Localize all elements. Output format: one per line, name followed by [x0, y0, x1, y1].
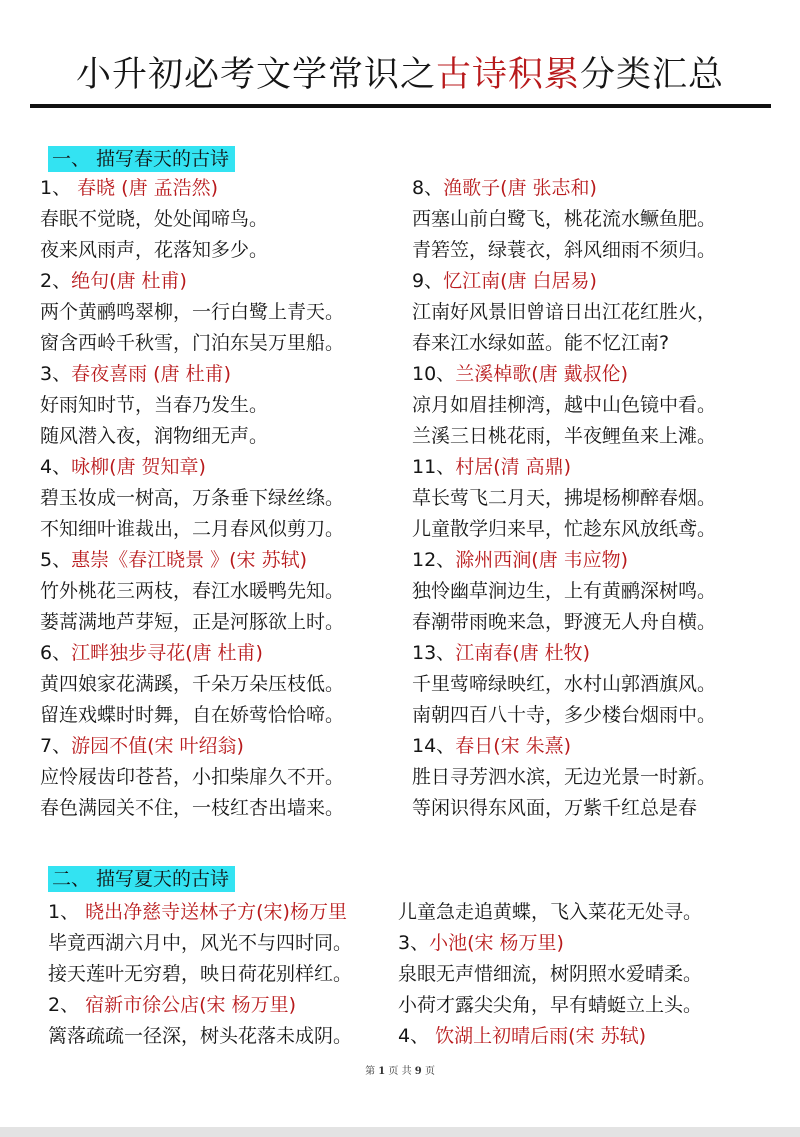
poem-title: 江南春(唐 杜牧): [455, 642, 591, 664]
page-footer: [0, 1062, 800, 1077]
page-title: [0, 50, 800, 100]
poem-verse-line: 黄四娘家花满蹊，千朵万朵压枝低。: [40, 673, 345, 695]
footer-text1: 第: [365, 1066, 376, 1077]
poem-verse-line: 春色满园关不住，一枝红杏出墙来。: [40, 797, 345, 819]
poem-verse-line: 兰溪三日桃花雨，半夜鲤鱼来上滩。: [412, 425, 717, 447]
poem-verse-line: 夜来风雨声，花落知多少。: [40, 239, 269, 261]
poem-number: 5、: [40, 549, 72, 571]
poem-title-line: [412, 173, 716, 204]
poem-number: 4、: [398, 1025, 436, 1047]
poem-title-line: [398, 928, 702, 959]
poem-title: 饮湖上初晴后雨(宋 苏轼): [435, 1025, 647, 1047]
poem-verse-line: 碧玉妆成一树高，万条垂下绿丝绦。: [40, 487, 345, 509]
poem-title: 小池(宋 杨万里): [429, 932, 564, 954]
poem-title-line: [40, 266, 344, 297]
poem-title-line: [40, 731, 344, 762]
poem-verse-line: 小荷才露尖尖角，早有蜻蜓立上头。: [398, 994, 703, 1016]
section1-left-column: [40, 173, 344, 824]
poem-verse-line: 春眠不觉晓，处处闻啼鸟。: [40, 208, 269, 230]
poem-number: 6、: [40, 642, 72, 664]
poem-number: 2、: [48, 994, 86, 1016]
poem-title-line: [40, 359, 344, 390]
poem-verse-line: 篱落疏疏一径深，树头花落未成阴。: [48, 1025, 353, 1047]
poem-number: 8、: [412, 177, 444, 199]
poem-verse-line: 竹外桃花三两枝，春江水暖鸭先知。: [40, 580, 345, 602]
section2-heading: 二、 描写夏天的古诗: [48, 866, 235, 892]
section1-right-column: [412, 173, 716, 824]
poem-title-line: [412, 638, 716, 669]
poem-verse-line: 春来江水绿如蓝。能不忆江南?: [412, 332, 670, 354]
bottom-edge: [0, 1127, 800, 1137]
section2-right-column: [398, 897, 702, 1052]
poem-title-line: [40, 173, 344, 204]
poem-number: 14、: [412, 735, 456, 757]
poem-verse-line: 窗含西岭千秋雪，门泊东吴万里船。: [40, 332, 345, 354]
poem-title: 春日(宋 朱熹): [455, 735, 572, 757]
poem-verse-line: 好雨知时节，当春乃发生。: [40, 394, 269, 416]
poem-number: 13、: [412, 642, 456, 664]
poem-number: 1、: [48, 901, 86, 923]
poem-title-line: [48, 990, 352, 1021]
poem-verse-line: 草长莺飞二月天，拂堤杨柳醉春烟。: [412, 487, 717, 509]
poem-number: 10、: [412, 363, 456, 385]
poem-verse-line: 儿童急走追黄蝶，飞入菜花无处寻。: [398, 901, 703, 923]
poem-verse-line: 江南好风景旧曾谙日出江花红胜火，: [412, 301, 717, 323]
poem-title: 咏柳(唐 贺知章): [71, 456, 206, 478]
poem-title-line: [40, 638, 344, 669]
section1-heading: 一、 描写春天的古诗: [48, 146, 235, 172]
footer-text2: 页 共: [388, 1066, 412, 1077]
poem-verse-line: 接天莲叶无穷碧，映日荷花别样红。: [48, 963, 353, 985]
poem-title-line: [48, 897, 352, 928]
poem-title: 村居(清 高鼎): [455, 456, 572, 478]
poem-verse-line: 南朝四百八十寺，多少楼台烟雨中。: [412, 704, 717, 726]
poem-title: 滁州西涧(唐 韦应物): [455, 549, 629, 571]
footer-page: 1: [378, 1066, 386, 1077]
poem-title-line: [412, 266, 716, 297]
poem-number: 7、: [40, 735, 72, 757]
poem-verse-line: 胜日寻芳泗水滨，无边光景一时新。: [412, 766, 717, 788]
poem-title: 绝句(唐 杜甫): [71, 270, 187, 292]
poem-title: 晓出净慈寺送林子方(宋)杨万里: [85, 901, 347, 923]
poem-number: 1、: [40, 177, 78, 199]
poem-number: 12、: [412, 549, 456, 571]
poem-title-line: [40, 545, 344, 576]
poem-verse-line: 蒌蒿满地芦芽短，正是河豚欲上时。: [40, 611, 345, 633]
poem-verse-line: 应怜屐齿印苍苔，小扣柴扉久不开。: [40, 766, 345, 788]
poem-verse-line: 青箬笠，绿蓑衣，斜风细雨不须归。: [412, 239, 717, 261]
poem-number: 3、: [398, 932, 430, 954]
poem-title: 宿新市徐公店(宋 杨万里): [85, 994, 297, 1016]
poem-number: 11、: [412, 456, 456, 478]
poem-title: 兰溪棹歌(唐 戴叔伦): [455, 363, 629, 385]
poem-verse-line: 随风潜入夜，润物细无声。: [40, 425, 269, 447]
poem-number: 9、: [412, 270, 444, 292]
poem-verse-line: 儿童散学归来早，忙趁东风放纸鸢。: [412, 518, 717, 540]
poem-title: 江畔独步寻花(唐 杜甫): [71, 642, 263, 664]
poem-title-line: [40, 452, 344, 483]
poem-title: 渔歌子(唐 张志和): [443, 177, 597, 199]
poem-title: 惠崇《春江晓景 》(宋 苏轼): [71, 549, 307, 571]
poem-title-line: [412, 452, 716, 483]
poem-verse-line: 千里莺啼绿映红，水村山郭酒旗风。: [412, 673, 717, 695]
poem-number: 4、: [40, 456, 72, 478]
section2-left-column: [48, 897, 352, 1052]
poem-title: 春夜喜雨 (唐 杜甫): [71, 363, 231, 385]
poem-title: 忆江南(唐 白居易): [443, 270, 597, 292]
poem-title: 春晓 (唐 孟浩然): [77, 177, 219, 199]
poem-verse-line: 春潮带雨晚来急，野渡无人舟自横。: [412, 611, 717, 633]
poem-title-line: [398, 1021, 702, 1052]
poem-verse-line: 两个黄鹂鸣翠柳，一行白鹭上青天。: [40, 301, 345, 323]
footer-total: 9: [414, 1066, 422, 1077]
footer-text3: 页: [424, 1066, 435, 1077]
poem-title-line: [412, 545, 716, 576]
poem-verse-line: 不知细叶谁裁出，二月春风似剪刀。: [40, 518, 345, 540]
poem-title: 游园不值(宋 叶绍翁): [71, 735, 244, 757]
poem-verse-line: 西塞山前白鹭飞，桃花流水鳜鱼肥。: [412, 208, 717, 230]
poem-verse-line: 独怜幽草涧边生，上有黄鹂深树鸣。: [412, 580, 717, 602]
title-part2: 分类汇总: [580, 55, 725, 95]
poem-title-line: [412, 731, 716, 762]
poem-title-line: [412, 359, 716, 390]
title-highlight: 古诗积累: [435, 55, 580, 95]
poem-number: 2、: [40, 270, 72, 292]
poem-verse-line: 等闲识得东风面，万紫千红总是春: [412, 797, 698, 819]
poem-verse-line: 凉月如眉挂柳湾，越中山色镜中看。: [412, 394, 717, 416]
poem-number: 3、: [40, 363, 72, 385]
title-part1: 小升初必考文学常识之: [75, 55, 436, 95]
title-rule: [30, 104, 771, 108]
poem-verse-line: 留连戏蝶时时舞，自在娇莺恰恰啼。: [40, 704, 345, 726]
poem-verse-line: 毕竟西湖六月中，风光不与四时同。: [48, 932, 353, 954]
poem-verse-line: 泉眼无声惜细流，树阴照水爱晴柔。: [398, 963, 703, 985]
